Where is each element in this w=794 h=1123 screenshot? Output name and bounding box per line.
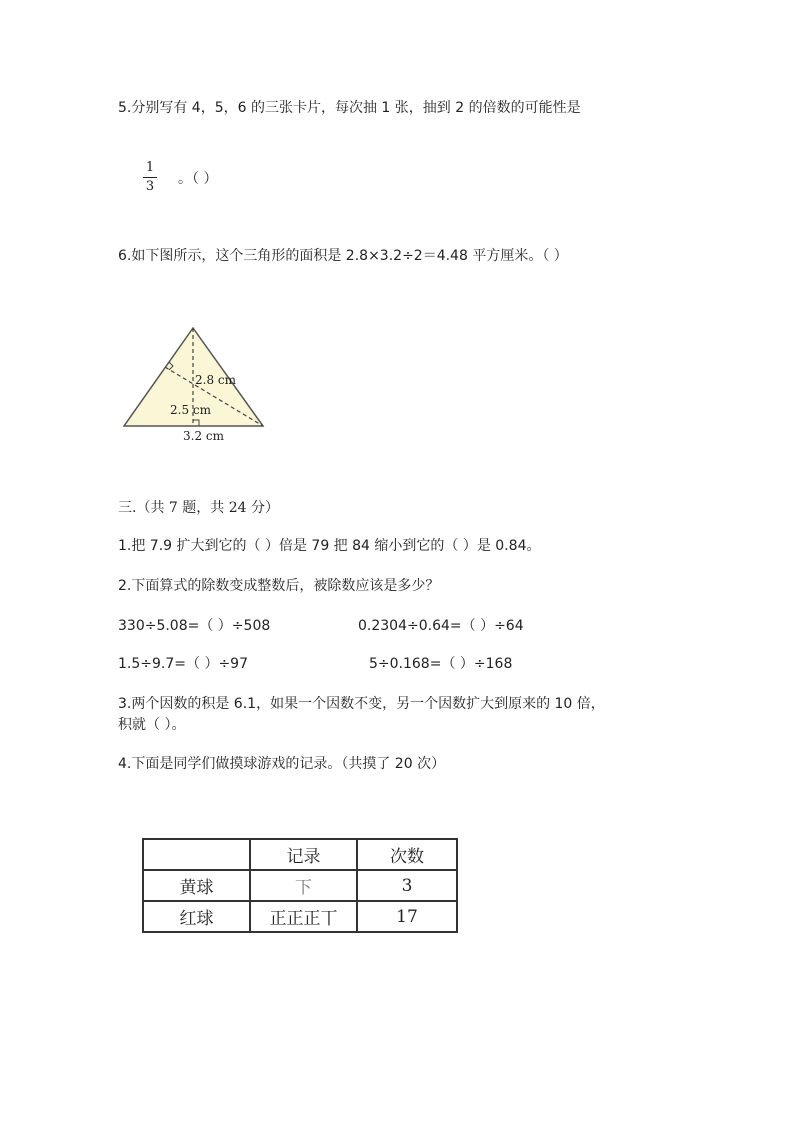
s3-question-3-line-2: 积就（ ）。 xyxy=(118,717,186,733)
table-cell-label: 黄球 xyxy=(143,870,250,901)
s3-question-2-text: 2.下面算式的除数变成整数后，被除数应该是多少？ xyxy=(118,578,440,594)
fraction-numerator: 1 xyxy=(145,160,155,175)
base-label: 3.2 cm xyxy=(183,429,224,443)
table-header-cell: 记录 xyxy=(250,839,357,870)
question-5-answer-blank: 。（ ） xyxy=(178,171,218,187)
table-row xyxy=(143,870,457,901)
table-header-cell xyxy=(143,839,250,870)
table-row xyxy=(143,901,457,932)
s3-q2-row1-a: 330÷5.08=（ ）÷508 xyxy=(118,618,271,634)
triangle-figure xyxy=(115,320,275,445)
s3-q2-row1-b: 0.2304÷0.64=（ ）÷64 xyxy=(358,618,524,634)
table-cell-tally: 下 xyxy=(250,870,357,901)
fraction-bar xyxy=(143,177,157,178)
table-header-row xyxy=(143,839,457,870)
s3-q2-row2-a: 1.5÷9.7=（ ）÷97 xyxy=(118,656,248,672)
section-3-heading: 三.（共 7 题，共 24 分） xyxy=(118,500,279,516)
s3-question-3-line-1: 3.两个因数的积是 6.1，如果一个因数不变，另一个因数扩大到原来的 10 倍， xyxy=(118,696,605,712)
fraction-denominator: 3 xyxy=(145,179,155,194)
s3-q2-row2-b: 5÷0.168=（ ）÷168 xyxy=(369,656,513,672)
table-cell-label: 红球 xyxy=(143,901,250,932)
s3-question-1-text: 1.把 7.9 扩大到它的（ ）倍是 79 把 84 缩小到它的（ ）是 0.84。 xyxy=(118,538,541,554)
table-header-cell: 次数 xyxy=(357,839,457,870)
table-cell-count: 3 xyxy=(357,870,457,901)
table-cell-tally: 正正正丅 xyxy=(250,901,357,932)
height-label: 2.5 cm xyxy=(170,403,211,417)
slant-label: 2.8 cm xyxy=(195,373,236,387)
table-cell-count: 17 xyxy=(357,901,457,932)
ball-record-table xyxy=(142,838,458,933)
fraction-one-third xyxy=(143,160,157,195)
question-5-text: 5.分别写有 4，5，6 的三张卡片，每次抽 1 张，抽到 2 的倍数的可能性是 xyxy=(118,100,581,116)
question-6-text: 6.如下图所示，这个三角形的面积是 2.8×3.2÷2＝4.48 平方厘米。（ ） xyxy=(118,248,568,264)
s3-question-4-text: 4.下面是同学们做摸球游戏的记录。（共摸了 20 次） xyxy=(118,756,446,772)
